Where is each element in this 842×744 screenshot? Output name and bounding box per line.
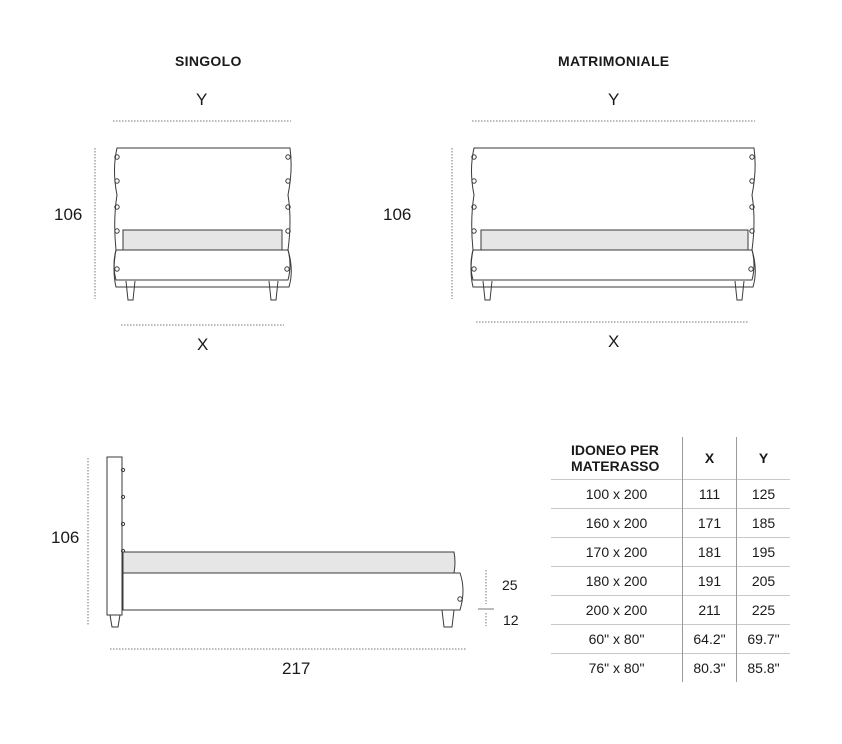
table-row xyxy=(551,567,790,596)
mattress-cell: 76" x 80" xyxy=(551,654,683,683)
single-bed-front-view xyxy=(95,121,291,325)
mattress-header: IDONEO PER MATERASSO xyxy=(571,442,660,474)
size-table xyxy=(551,437,790,682)
double-bed-front-view xyxy=(452,121,755,322)
x-cell: 211 xyxy=(683,596,737,625)
mattress-cell: 170 x 200 xyxy=(551,538,683,567)
y-cell: 205 xyxy=(737,567,791,596)
y-cell: 225 xyxy=(737,596,791,625)
x-cell: 80.3" xyxy=(683,654,737,683)
size-table-header xyxy=(551,437,790,480)
table-row xyxy=(551,654,790,683)
double-width-label: X xyxy=(608,332,620,351)
x-header: X xyxy=(683,437,737,480)
single-height-label: 106 xyxy=(54,205,83,224)
y-cell: 85.8" xyxy=(737,654,791,683)
table-row xyxy=(551,596,790,625)
mattress-cell: 200 x 200 xyxy=(551,596,683,625)
side-length-label: 217 xyxy=(282,659,311,678)
x-cell: 181 xyxy=(683,538,737,567)
y-cell: 125 xyxy=(737,480,791,509)
single-width-label: X xyxy=(197,335,209,354)
double-length-label: Y xyxy=(608,90,620,109)
leg-height-label: 12 xyxy=(503,612,519,628)
double-height-label: 106 xyxy=(383,205,412,224)
x-cell: 111 xyxy=(683,480,737,509)
mattress-cell: 60" x 80" xyxy=(551,625,683,654)
x-cell: 64.2" xyxy=(683,625,737,654)
x-cell: 191 xyxy=(683,567,737,596)
frame-height-label: 25 xyxy=(502,577,518,593)
mattress-cell: 160 x 200 xyxy=(551,509,683,538)
mattress-cell: 100 x 200 xyxy=(551,480,683,509)
single-view-title: SINGOLO xyxy=(175,53,242,69)
y-cell: 185 xyxy=(737,509,791,538)
table-row xyxy=(551,509,790,538)
table-row xyxy=(551,538,790,567)
table-row xyxy=(551,625,790,654)
double-view-title: MATRIMONIALE xyxy=(558,53,670,69)
bed-side-view xyxy=(88,457,494,649)
single-length-label: Y xyxy=(196,90,208,109)
y-cell: 69.7" xyxy=(737,625,791,654)
table-row xyxy=(551,480,790,509)
side-height-label: 106 xyxy=(51,528,80,547)
y-cell: 195 xyxy=(737,538,791,567)
y-header: Y xyxy=(737,437,791,480)
mattress-cell: 180 x 200 xyxy=(551,567,683,596)
x-cell: 171 xyxy=(683,509,737,538)
